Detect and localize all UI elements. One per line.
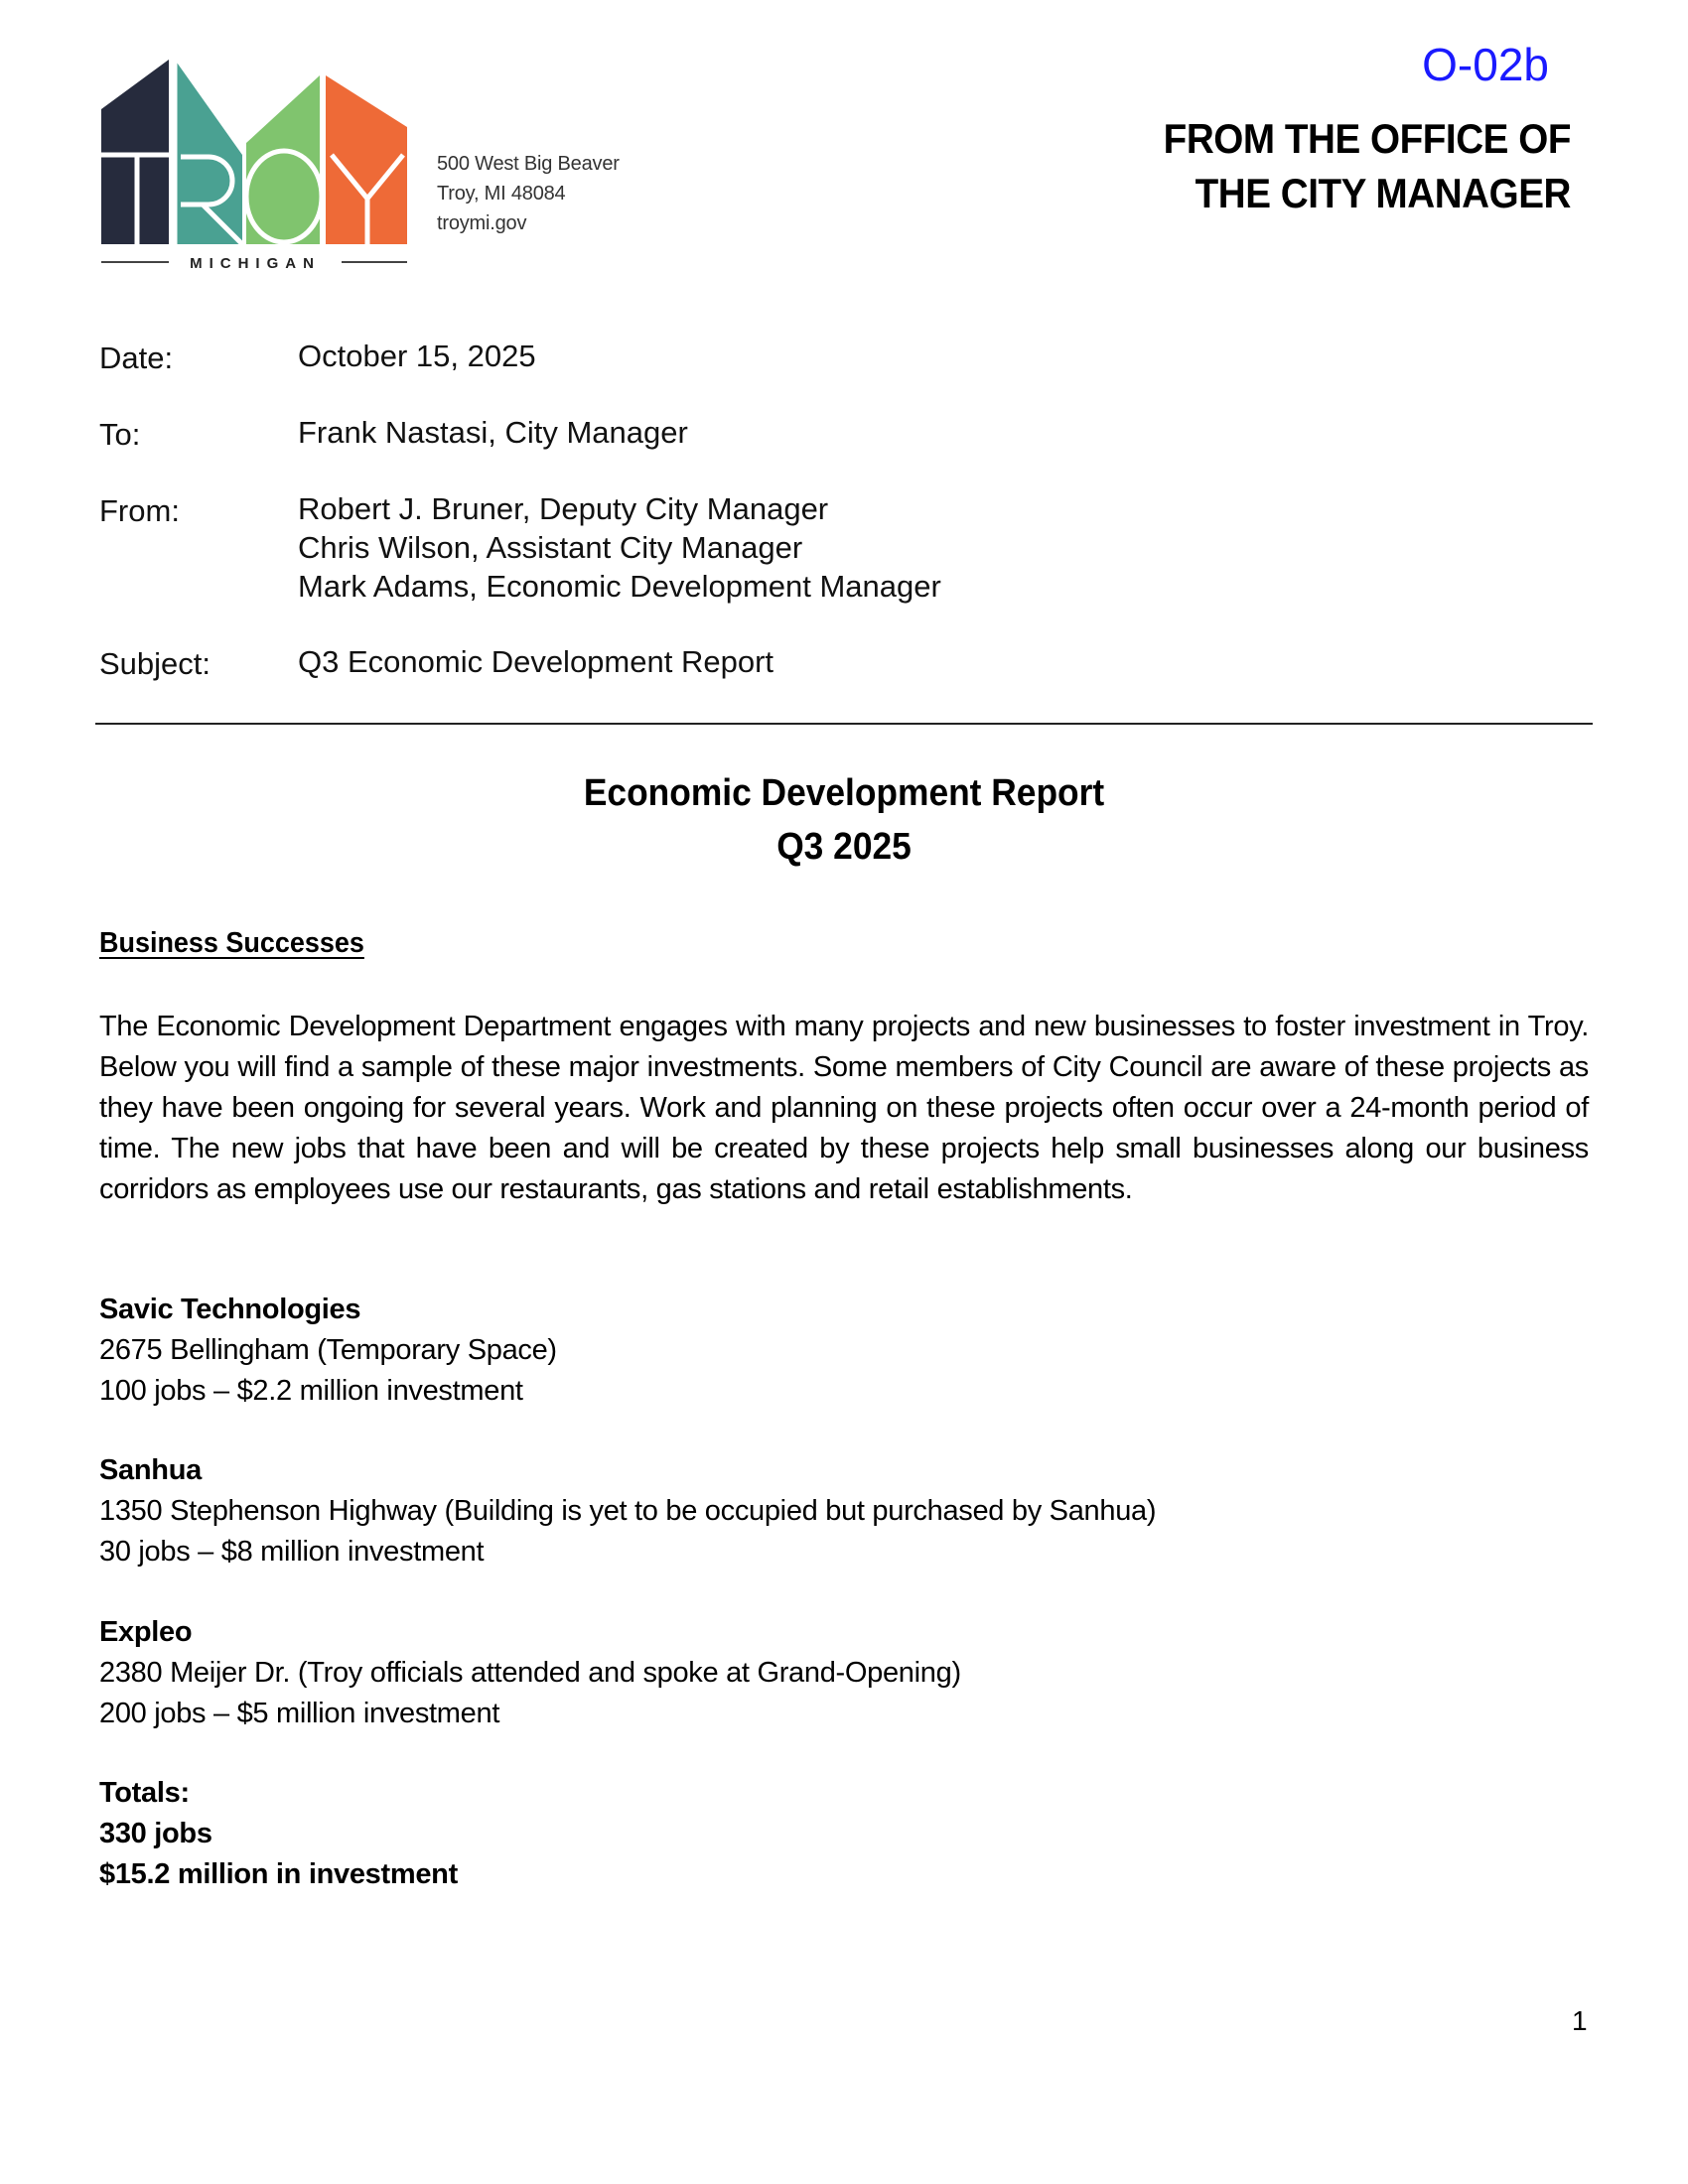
from-value: Mark Adams, Economic Development Manager (298, 569, 941, 604)
totals-investment: $15.2 million in investment (99, 1858, 458, 1890)
intro-paragraph: The Economic Development Department engages with many projects and new businesses to foster investment in Troy. Below you will find a sample of these major investments. Some members of City Council are aware of these projects as they have been ongoing for several years. Work and planning on these projects often occur over a 24-month period of time. The new jobs that have been and will be created by these projects help small businesses along our business corridors as employees use our restaurants, gas stations and retail establishments. (99, 1011, 1589, 1205)
to-label: To: (99, 417, 141, 452)
page-number: 1 (1572, 2005, 1588, 2036)
business-address: 2380 Meijer Dr. (Troy officials attended and spoke at Grand-Opening) (99, 1657, 961, 1689)
subject-label: Subject: (99, 646, 211, 681)
business-name: Expleo (99, 1616, 193, 1648)
subject-value: Q3 Economic Development Report (298, 644, 774, 679)
report-title: Economic Development Report (583, 772, 1105, 814)
section-heading: Business Successes (99, 927, 364, 959)
from-label: From: (99, 493, 180, 528)
business-address: 2675 Bellingham (Temporary Space) (99, 1334, 557, 1366)
logo-house-teal (175, 60, 242, 244)
date-label: Date: (99, 341, 174, 375)
header-divider (95, 723, 1593, 725)
address-website: troymi.gov (437, 212, 527, 234)
business-address: 1350 Stephenson Highway (Building is yet to be occupied but purchased by Sanhua) (99, 1495, 1157, 1527)
totals-block (99, 1773, 458, 1895)
from-value: Robert J. Bruner, Deputy City Manager (298, 491, 829, 526)
office-header (1164, 111, 1571, 220)
troy-logo-graphic (99, 58, 409, 271)
report-title-block (60, 766, 1629, 874)
address-street: 500 West Big Beaver (437, 153, 620, 175)
business-summary: 100 jobs – $2.2 million investment (99, 1375, 523, 1407)
report-period: Q3 2025 (776, 826, 912, 868)
troy-logo (99, 58, 409, 271)
from-values (298, 489, 941, 606)
business-summary: 30 jobs – $8 million investment (99, 1536, 485, 1568)
business-name: Savic Technologies (99, 1294, 361, 1325)
business-entry (99, 1290, 557, 1412)
business-name: Sanhua (99, 1454, 202, 1486)
totals-jobs: 330 jobs (99, 1818, 212, 1849)
document-code: O-02b (1422, 39, 1549, 90)
logo-state-text: MICHIGAN (190, 255, 321, 271)
office-header-line-1: FROM THE OFFICE OF (1163, 115, 1571, 162)
office-header-line-2: THE CITY MANAGER (1195, 170, 1571, 216)
from-value: Chris Wilson, Assistant City Manager (298, 530, 803, 565)
address-block (437, 149, 620, 238)
date-value: October 15, 2025 (298, 339, 536, 373)
to-value: Frank Nastasi, City Manager (298, 415, 688, 450)
totals-label: Totals: (99, 1777, 190, 1809)
address-city: Troy, MI 48084 (437, 183, 566, 205)
business-summary: 200 jobs – $5 million investment (99, 1698, 500, 1729)
business-entry (99, 1612, 961, 1734)
business-entry (99, 1450, 1156, 1572)
